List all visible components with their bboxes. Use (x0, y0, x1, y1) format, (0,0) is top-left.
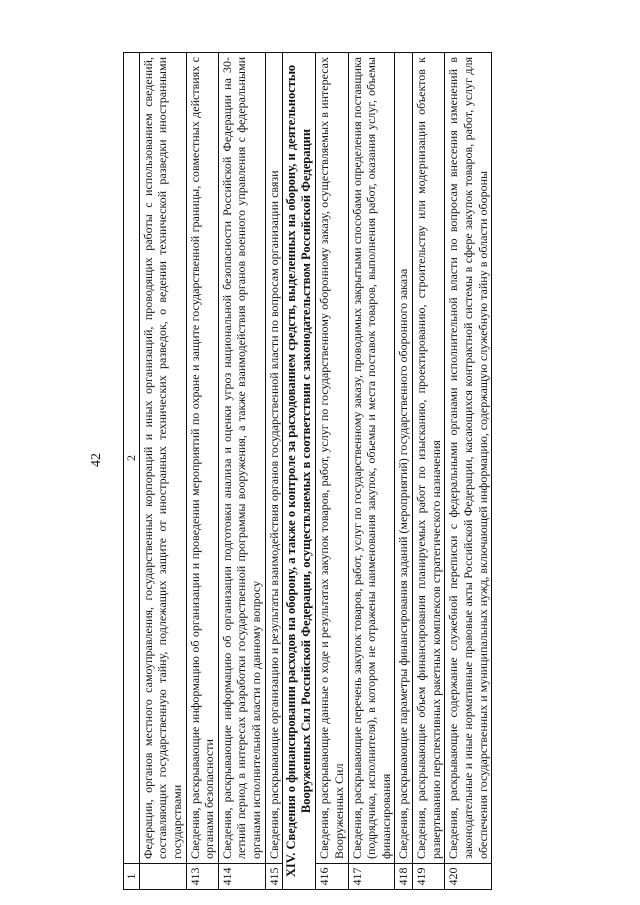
row-text: Сведения, раскрывающие данные о ходе и результатах закупок товаров, работ, услуг по государственному оборонному заказу, осуществляемых в интересах Вооруженных Сил (316, 53, 348, 864)
table-row (218, 53, 265, 890)
column-2-header: 2 (124, 53, 140, 864)
table-row (186, 53, 218, 890)
row-text: Сведения, раскрывающие содержание служебной переписки с федеральными органами исполнительной власти по вопросам внесения изменений в законодательные и иные нормативные правовые акты Российской Федерации, касающихся контрактной системы в сфере закупок товаров, работ, услуг для обеспечения государственных и муниципальных нужд, включающей информацию, содержащую служебную тайну в области обороны (445, 53, 492, 864)
document-table (123, 52, 492, 890)
table-row (348, 53, 395, 890)
row-number: 418 (395, 864, 413, 890)
table-row (139, 53, 186, 890)
table-header-row (124, 53, 140, 890)
row-number: 417 (348, 864, 395, 890)
column-1-header: 1 (124, 864, 140, 890)
section-row (283, 53, 316, 890)
row-text: Федерации, органов местного самоуправления, государственных корпораций и иных организаций, проводящих работы с использованием сведений, составляющих государственную тайну, подлежащих защите от иностранных технических разведок, о ведении технической разведки иностранными государствами (139, 53, 186, 864)
row-number (139, 864, 186, 890)
row-text: Сведения, раскрывающие информацию об организации подготовки анализа и оценки угроз национальной безопасности Российской Федерации на 30-летний период в интересах разработки государственной программы вооружения, а также взаимодействия органов военного управления с федеральными органами исполнительной власти по данному вопросу (218, 53, 265, 864)
row-number: 413 (186, 864, 218, 890)
row-number: 420 (445, 864, 492, 890)
row-text: Сведения, раскрывающие объем финансирования планируемых работ по изысканию, проектированию, строительству или модернизации объектов к развертыванию перспективных ракетных комплексов стратегического назначения (413, 53, 445, 864)
row-text: Сведения, раскрывающие организацию и результаты взаимодействия органов государственной власти по вопросам организации связи (265, 53, 283, 864)
row-number: 415 (265, 864, 283, 890)
row-number: 419 (413, 864, 445, 890)
page-number: 42 (89, 453, 104, 467)
row-text: Сведения, раскрывающие информацию об организации и проведении мероприятий по охране и защите государственной границы, совместных действиях с органами безопасности (186, 53, 218, 864)
table-row (316, 53, 348, 890)
row-number: 416 (316, 864, 348, 890)
document-page (45, 30, 580, 890)
table-row (265, 53, 283, 890)
section-heading: XIV. Сведения о финансировании расходов на оборону, а также о контроле за расходованием средств, выделенных на оборону, и деятельностью Вооруженных Сил Российской Федерации, осуществляемых в соответствии с законодательством Российской Федерации (283, 53, 316, 890)
table-row (445, 53, 492, 890)
row-text: Сведения, раскрывающие параметры финансирования заданий (мероприятий) государственного оборонного заказа (395, 53, 413, 864)
row-text: Сведения, раскрывающие перечень закупок товаров, работ, услуг по государственному заказу, проводимых закрытыми способами определения поставщика (подрядчика, исполнителя), в котором не отражены наименования закупок, объемы и места поставок товаров, выполнения работ, оказания услуг, объемы финансирования (348, 53, 395, 864)
table-row (413, 53, 445, 890)
table-row (395, 53, 413, 890)
row-number: 414 (218, 864, 265, 890)
